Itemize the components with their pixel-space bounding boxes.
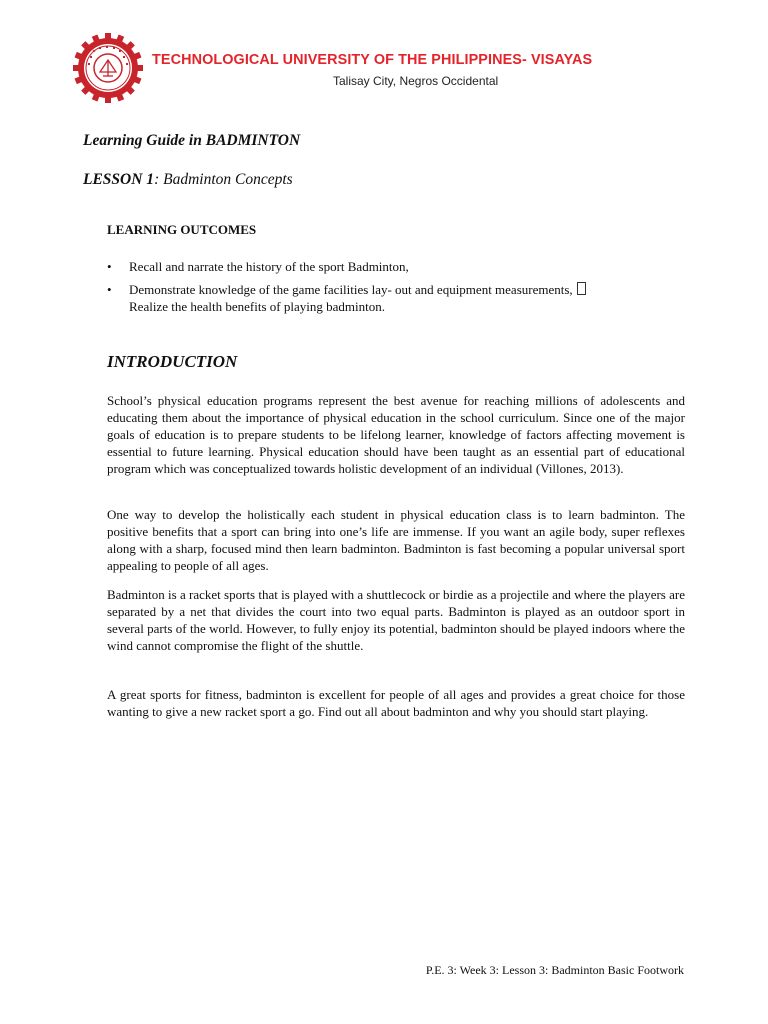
intro-paragraph: Badminton is a racket sports that is played with a shuttlecock or birdie as a projectile and where the players are separated by a net that divides the court into two equal parts. Badminton is played as an outdoor sport in several parts of the world. However, to fully enjoy its potential, badminton should be played indoors where the wind cannot compromise the flight of the shuttle. (107, 587, 685, 653)
university-name: TECHNOLOGICAL UNIVERSITY OF THE PHILIPPINES- VISAYAS (152, 52, 593, 68)
outcome-text: Realize the health benefits of playing badminton. (129, 299, 385, 314)
intro-paragraph: School’s physical education programs represent the best avenue for reaching millions of adolescents and educating them about the importance of physical education in the school curriculum. Since one of the major goals of education is to prepare students to be lifelong learner, knowledge of factors affecting movement is essential to future learning. Physical education should have been taught as an essential part of educational program which was conceptualized towards holistic development of an individual (Villones, 2013). (107, 393, 685, 476)
bullet-icon: • (107, 282, 112, 297)
outcome-text: Recall and narrate the history of the sport Badminton, (129, 259, 409, 274)
list-item (107, 281, 687, 315)
page-footer: P.E. 3: Week 3: Lesson 3: Badminton Basic Footwork (425, 963, 684, 977)
university-location: Talisay City, Negros Occidental (333, 74, 499, 88)
lesson-label: LESSON 1 (83, 171, 155, 188)
learning-outcomes-list (107, 258, 687, 321)
lesson-subtitle: : Badminton Concepts (154, 171, 293, 188)
introduction-heading: INTRODUCTION (107, 352, 238, 371)
outcome-text: Demonstrate knowledge of the game facilities lay- out and equipment measurements, (129, 282, 573, 297)
intro-paragraph: A great sports for fitness, badminton is excellent for people of all ages and provides a great choice for those wanting to give a new racket sport a go. Find out all about badminton and why you should start playing. (107, 687, 685, 719)
lesson-title (83, 171, 293, 189)
guide-title: Learning Guide in BADMINTON (83, 132, 301, 149)
list-item (107, 258, 687, 275)
missing-glyph-icon (577, 282, 586, 295)
learning-outcomes-heading: LEARNING OUTCOMES (107, 222, 257, 237)
bullet-icon: • (107, 259, 112, 274)
intro-paragraph: One way to develop the holistically each student in physical education class is to learn badminton. The positive benefits that a sport can bring into one’s life are immense. If you want an agile body, super reflexes along with a sharp, focused mind then learn badminton. Badminton is fast becoming a popular universal sport appealing to people of all ages. (107, 507, 685, 573)
university-seal-icon (72, 32, 144, 104)
